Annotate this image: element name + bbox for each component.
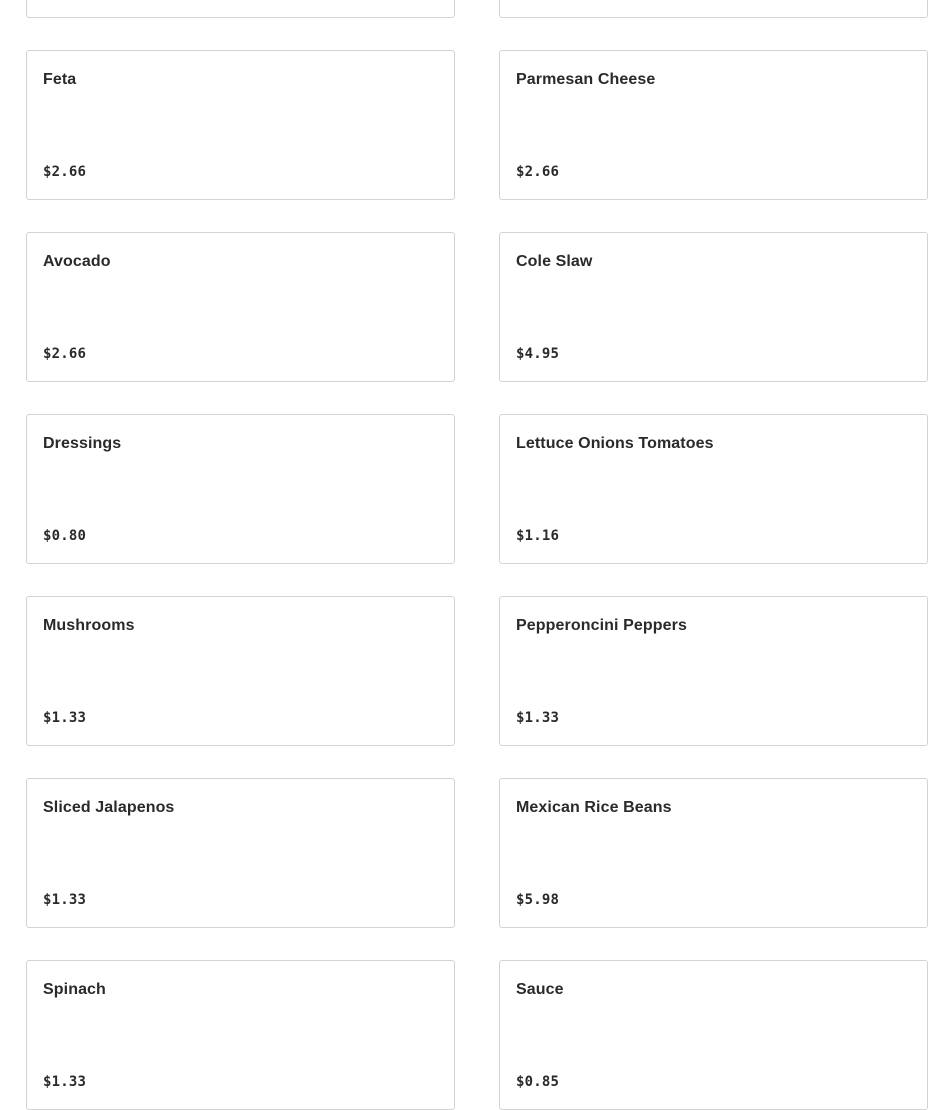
menu-item-name: Parmesan Cheese — [516, 71, 656, 88]
menu-item-name: Lettuce Onions Tomatoes — [516, 435, 714, 452]
menu-item-price: $2.66 — [516, 164, 560, 180]
menu-item-price: $1.33 — [43, 710, 87, 726]
menu-item-price: $1.33 — [43, 892, 87, 908]
menu-item-price: $2.66 — [43, 346, 87, 362]
menu-item-price: $5.98 — [516, 892, 560, 908]
menu-item-name: Mexican Rice Beans — [516, 799, 672, 816]
menu-item-name: Feta — [43, 71, 77, 88]
menu-item-card-dressings[interactable] — [26, 414, 455, 564]
menu-item-name: Sauce — [516, 981, 564, 998]
menu-item-price: $0.85 — [516, 1074, 560, 1090]
menu-item-price: $1.33 — [516, 710, 560, 726]
menu-item-name: Cole Slaw — [516, 253, 593, 270]
menu-item-card-sliced-jalapenos[interactable] — [26, 778, 455, 928]
menu-item-card[interactable] — [26, 0, 455, 18]
menu-item-card-mexican-rice-beans[interactable] — [499, 778, 928, 928]
menu-items-grid — [26, 0, 928, 1110]
menu-item-card-avocado[interactable] — [26, 232, 455, 382]
menu-item-card-parmesan-cheese[interactable] — [499, 50, 928, 200]
menu-item-price: $0.80 — [43, 528, 87, 544]
menu-item-price: $1.16 — [516, 528, 560, 544]
menu-item-name: Spinach — [43, 981, 106, 998]
menu-item-card-lettuce-onions-tomatoes[interactable] — [499, 414, 928, 564]
menu-item-name: Pepperoncini Peppers — [516, 617, 687, 634]
menu-item-card-mushrooms[interactable] — [26, 596, 455, 746]
menu-item-name: Dressings — [43, 435, 122, 452]
menu-item-price: $4.95 — [516, 346, 560, 362]
menu-item-card-cole-slaw[interactable] — [499, 232, 928, 382]
menu-item-card-pepperoncini-peppers[interactable] — [499, 596, 928, 746]
menu-item-card[interactable] — [499, 0, 928, 18]
menu-item-price: $1.33 — [43, 1074, 87, 1090]
menu-item-name: Mushrooms — [43, 617, 135, 634]
menu-item-card-feta[interactable] — [26, 50, 455, 200]
menu-item-name: Sliced Jalapenos — [43, 799, 175, 816]
menu-item-price: $2.66 — [43, 164, 87, 180]
menu-item-name: Avocado — [43, 253, 111, 270]
